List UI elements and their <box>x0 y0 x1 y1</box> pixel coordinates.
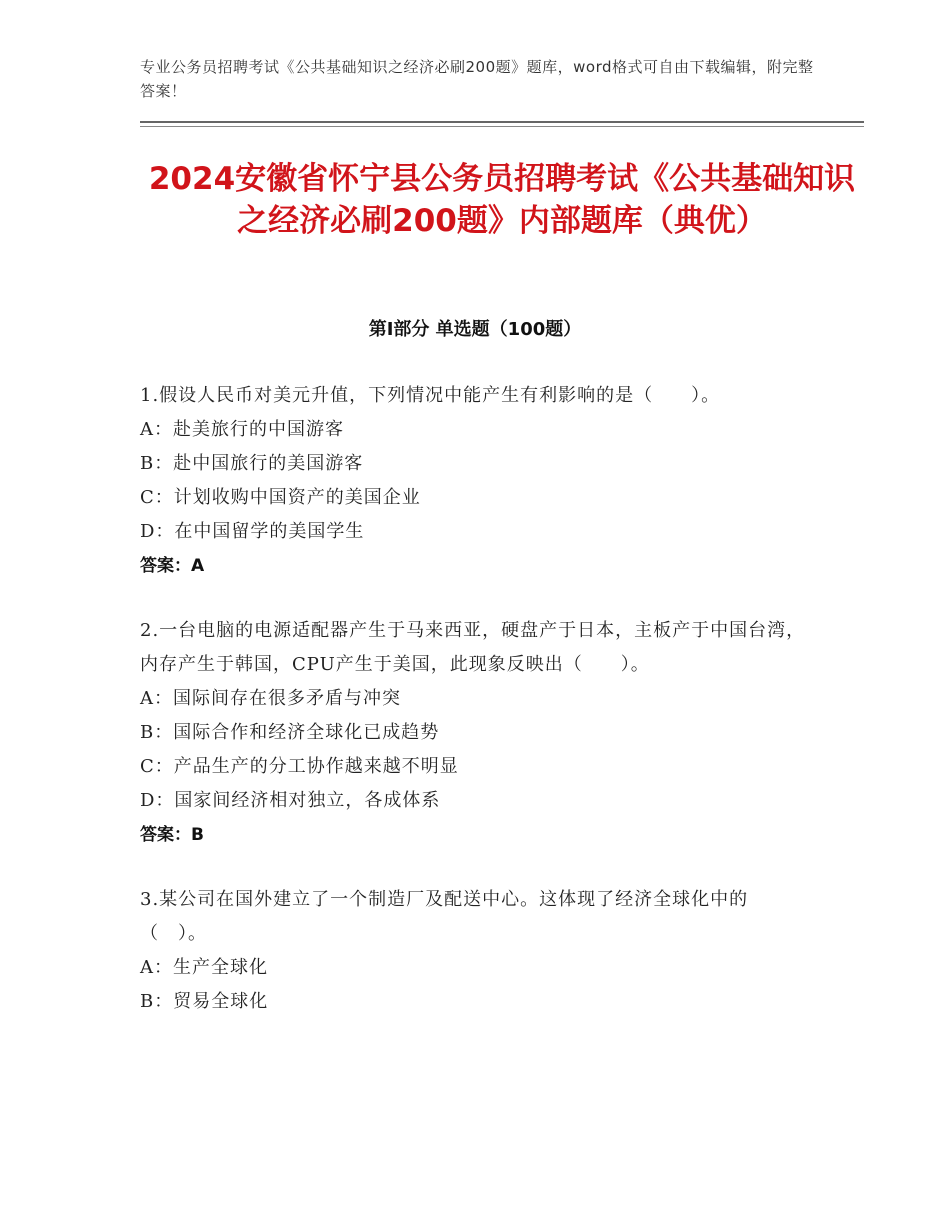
option-b: B：赴中国旅行的美国游客 <box>140 453 364 474</box>
option-a: A：生产全球化 <box>140 957 268 978</box>
question-stem: 3.某公司在国外建立了一个制造厂及配送中心。这体现了经济全球化中的（ ）。 <box>140 889 749 944</box>
answer: 答案：A <box>140 556 205 576</box>
question-2 <box>140 614 810 852</box>
question-stem: 2.一台电脑的电源适配器产生于马来西亚，硬盘产于日本，主板产于中国台湾，内存产生于韩国，CPU产生于美国，此现象反映出（ ）。 <box>140 620 806 675</box>
header-divider-thin <box>140 126 864 127</box>
option-c: C：产品生产的分工协作越来越不明显 <box>140 756 459 777</box>
question-stem: 1.假设人民币对美元升值，下列情况中能产生有利影响的是（ ）。 <box>140 385 721 406</box>
option-b: B：贸易全球化 <box>140 991 269 1012</box>
document-title: 2024安徽省怀宁县公务员招聘考试《公共基础知识之经济必刷200题》内部题库（典优） <box>148 161 856 239</box>
option-b: B：国际合作和经济全球化已成趋势 <box>140 722 440 743</box>
option-a: A：赴美旅行的中国游客 <box>140 419 344 440</box>
option-d: D：在中国留学的美国学生 <box>140 521 365 542</box>
header-note: 专业公务员招聘考试《公共基础知识之经济必刷200题》题库，word格式可自由下载编辑，附完整答案！ <box>140 58 814 100</box>
option-c: C：计划收购中国资产的美国企业 <box>140 487 421 508</box>
header-divider-thick <box>140 121 864 123</box>
question-1 <box>140 379 810 583</box>
option-d: D：国家间经济相对独立，各成体系 <box>140 790 441 811</box>
answer: 答案：B <box>140 825 204 845</box>
section-title: 第Ⅰ部分 单选题（100题） <box>368 319 582 340</box>
question-list <box>140 379 810 1050</box>
question-3 <box>140 883 810 1019</box>
option-a: A：国际间存在很多矛盾与冲突 <box>140 688 401 709</box>
